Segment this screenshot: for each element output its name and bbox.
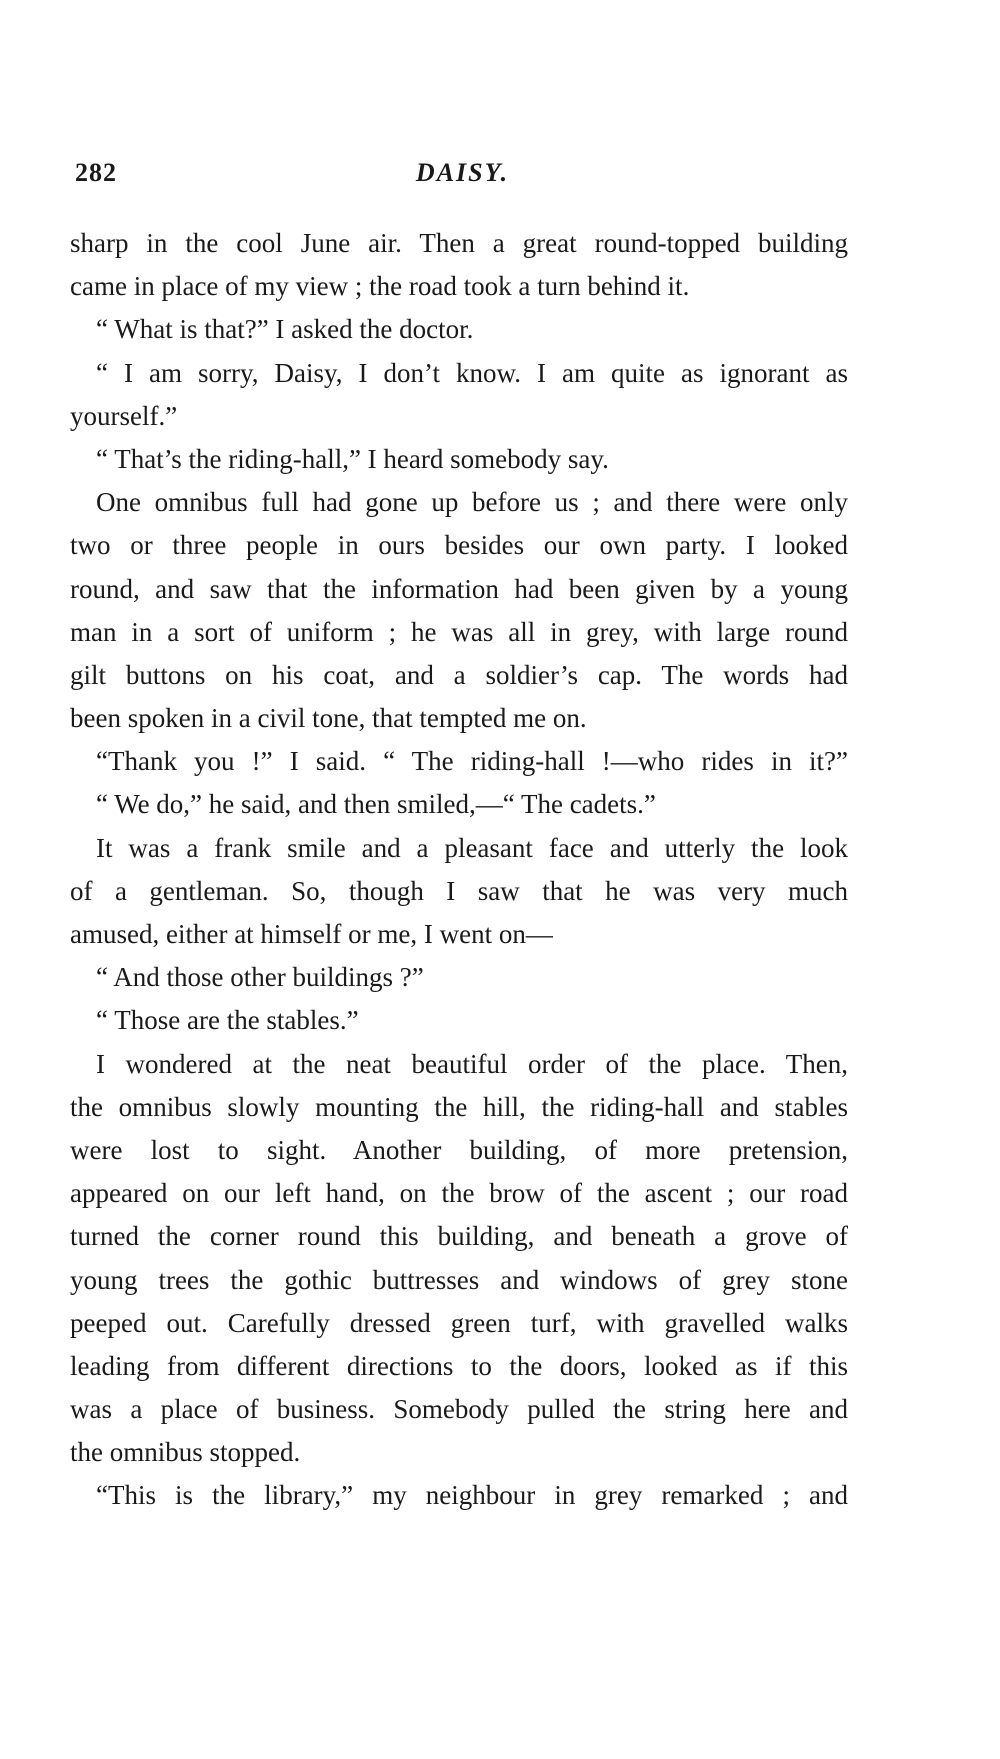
text-line: I wondered at the neat beautiful order of the place. Then, (96, 1048, 848, 1079)
text-line: appeared on our left hand, on the brow of the ascent ; our road (70, 1178, 848, 1209)
body-text (70, 222, 848, 1518)
text-line: young trees the gothic buttresses and windows of grey stone (70, 1264, 848, 1295)
text-line: “ Those are the stables.” (96, 1005, 359, 1036)
page-header (75, 158, 850, 198)
text-line: “This is the library,” my neighbour in grey remarked ; and (96, 1480, 848, 1511)
text-line: One omnibus full had gone up before us ; and there were only (96, 487, 848, 518)
text-line: came in place of my view ; the road took a turn behind it. (70, 271, 690, 302)
running-title: DAISY. (415, 158, 510, 187)
text-line: “ I am sorry, Daisy, I don’t know. I am quite as ignorant as (96, 357, 848, 388)
text-line: “ We do,” he said, and then smiled,—“ The cadets.” (96, 789, 656, 820)
text-line: sharp in the cool June air. Then a great round-topped building (70, 228, 848, 258)
text-line: “ What is that?” I asked the doctor. (96, 314, 474, 345)
text-line: yourself.” (70, 400, 178, 431)
text-line: of a gentleman. So, though I saw that he was very much (70, 875, 848, 906)
text-line: peeped out. Carefully dressed green turf, with gravelled walks (70, 1307, 848, 1338)
text-line: round, and saw that the information had been given by a young (70, 573, 848, 604)
page-number: 282 (75, 158, 117, 187)
text-line: two or three people in ours besides our own party. I looked (70, 530, 848, 561)
text-line: leading from different directions to the doors, looked as if this (70, 1350, 848, 1381)
text-line: were lost to sight. Another building, of more pretension, (70, 1134, 848, 1165)
text-line: “ That’s the riding-hall,” I heard somebody say. (96, 443, 609, 474)
text-line: “ And those other buildings ?” (96, 962, 424, 993)
text-line: the omnibus slowly mounting the hill, the riding-hall and stables (70, 1091, 848, 1122)
text-line: It was a frank smile and a pleasant face and utterly the look (96, 832, 848, 863)
text-line: the omnibus stopped. (70, 1437, 301, 1468)
text-line: amused, either at himself or me, I went on— (70, 919, 553, 949)
text-line: gilt buttons on his coat, and a soldier’s cap. The words had (70, 659, 848, 690)
text-line: been spoken in a civil tone, that tempted me on. (70, 703, 587, 734)
text-line: man in a sort of uniform ; he was all in grey, with large round (70, 616, 848, 647)
text-line: “Thank you !” I said. “ The riding-hall !—who rides in it?” (96, 746, 848, 777)
text-line: turned the corner round this building, and beneath a grove of (70, 1221, 848, 1252)
text-line: was a place of business. Somebody pulled the string here and (70, 1394, 848, 1425)
